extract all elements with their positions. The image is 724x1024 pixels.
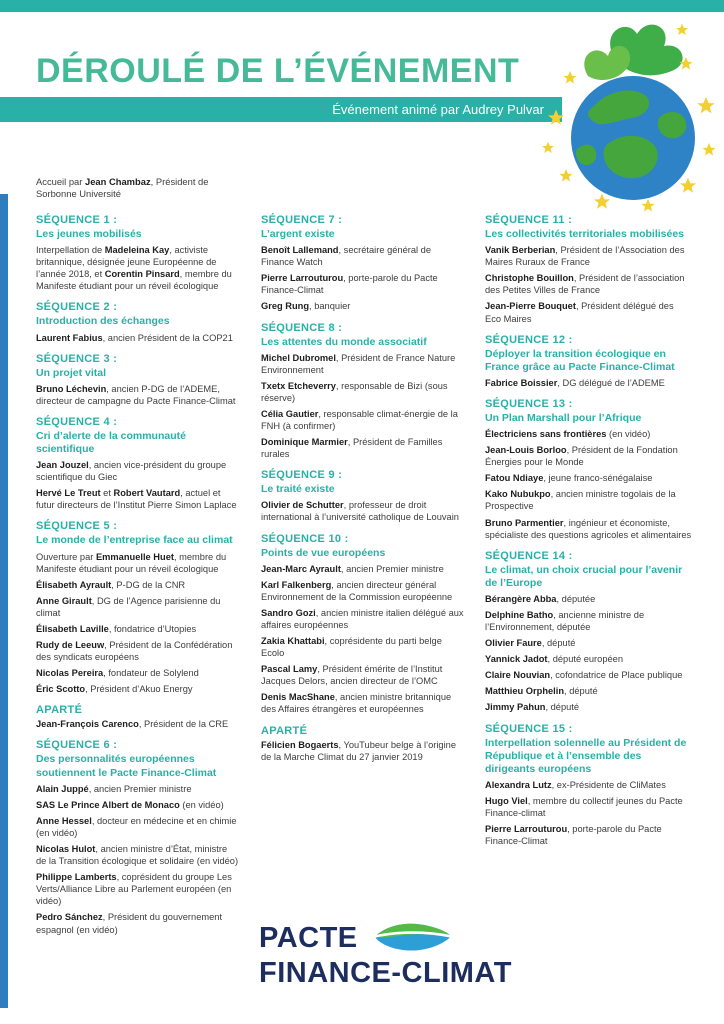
logo-text-finance-climat: FINANCE-CLIMAT (259, 957, 512, 989)
program-entry: Alain Juppé, ancien Premier ministre (36, 783, 192, 794)
program-entry: Michel Dubromel, Président de France Nature Environnement (261, 352, 456, 375)
program-entry: Zakia Khattabi, coprésidente du parti belge Ecolo (261, 636, 442, 659)
sequence-block (485, 214, 692, 325)
program-entry: Alexandra Lutz, ex-Présidente de CliMates (485, 779, 666, 790)
program-entry: Hervé Le Treut et Robert Vautard, actuel et futur directeurs de l’Institut Pierre Simon Laplace (36, 488, 237, 511)
program-entry: Nicolas Hulot, ancien ministre d’État, ministre de la Transition écologique et solidaire (en vidéo) (36, 844, 239, 867)
logo-text-pacte: PACTE (259, 922, 358, 955)
sequence-label: SÉQUENCE 7 : (261, 214, 343, 226)
sequence-block (36, 739, 240, 935)
top-teal-strip (0, 0, 724, 12)
program-entry: Olivier Faure, député (485, 638, 576, 649)
program-entry: Vanik Berberian, Président de l’Association des Maires Ruraux de France (485, 245, 685, 268)
program-entry: Jimmy Pahun, député (485, 702, 580, 713)
program-entry: Pierre Larrouturou, porte-parole du Pacte Finance-Climat (261, 273, 438, 296)
program-entry: Greg Rung, banquier (261, 301, 351, 312)
sequence-block (36, 214, 240, 292)
sequence-block (36, 353, 240, 407)
sequence-block (485, 334, 692, 389)
program-entry: Bruno Parmentier, ingénieur et économiste, spécialiste des questions agricoles et alimentaires (485, 517, 692, 540)
sequence-label: SÉQUENCE 10 : (261, 532, 349, 545)
sequence-label: SÉQUENCE 11 : (485, 214, 573, 226)
subtitle-bar (0, 97, 562, 122)
sequence-block (485, 723, 692, 848)
sequence-title: Les jeunes mobilisés (36, 228, 142, 240)
logo-leaf-eye-icon (371, 920, 455, 958)
program-entry: Élisabeth Laville, fondatrice d’Utopies (36, 624, 197, 634)
sequence-label: SÉQUENCE 14 : (485, 549, 573, 562)
sequence-block (485, 550, 692, 714)
sequence-label: SÉQUENCE 3 : (36, 352, 118, 365)
sequence-label: SÉQUENCE 12 : (485, 333, 573, 346)
program-entry: Célia Gautier, responsable climat-énergie de la FNH (à confirmer) (261, 408, 458, 432)
sequence-label: SÉQUENCE 9 : (261, 469, 343, 482)
program-entry: Pascal Lamy, Président émérite de l’Institut Jacques Delors, ancien directeur de l’OMC (261, 664, 443, 687)
sequence-block (261, 322, 464, 461)
intro-text: Accueil par Jean Chambaz, Président de Sorbonne Université (36, 176, 209, 200)
sequence-title: Les collectivités territoriales mobilisées (485, 228, 685, 240)
sequence-label: SÉQUENCE 15 : (485, 722, 573, 735)
sequence-title: Le monde de l’entreprise face au climat (36, 534, 233, 547)
program-entry: Interpellation de Madeleina Kay, activiste britannique, désignée jeune Européenne de l’année 2018, et Corentin Pinsard, membre du Manifeste étudiant pour un réveil écologique (36, 245, 232, 292)
column-2 (261, 214, 464, 772)
sequence-title: Cri d’alerte de la communauté scientifique (36, 429, 186, 456)
program-entry: Olivier de Schutter, professeur de droit international à l’université catholique de Louvain (261, 500, 459, 523)
program-entry: Éric Scotto, Président d’Akuo Energy (36, 684, 193, 695)
program-entry: SAS Le Prince Albert de Monaco (en vidéo) (36, 799, 224, 810)
program-entry: Jean Jouzel, ancien vice-président du groupe scientifique du Giec (36, 460, 227, 483)
program-entry: Pierre Larrouturou, porte-parole du Pacte Finance-Climat (485, 824, 662, 847)
sequence-label: SÉQUENCE 5 : (36, 520, 118, 533)
earth-stars-graphic (534, 12, 722, 214)
program-entry: Nicolas Pereira, fondateur de Solylend (36, 668, 199, 679)
column-1 (36, 214, 240, 945)
program-entry: Électriciens sans frontières (en vidéo) (485, 429, 651, 440)
program-entry: Anne Girault, DG de l’Agence parisienne du climat (36, 595, 221, 618)
program-entry: Matthieu Orphelin, député (485, 686, 598, 697)
sequence-label: SÉQUENCE 2 : (36, 301, 118, 314)
left-blue-strip (0, 194, 8, 1008)
program-entry: Jean-Marc Ayrault, ancien Premier ministre (261, 563, 444, 574)
sequence-block (485, 398, 692, 541)
program-entry: Philippe Lamberts, coprésident du groupe Les Verts/Alliance Libre au Parlement européen (en vidéo) (36, 872, 232, 907)
program-entry: Denis MacShane, ancien ministre britannique des Affaires étrangères et européennes (261, 692, 452, 715)
program-entry: Delphine Batho, ancienne ministre de l’Environnement, députée (485, 610, 645, 633)
program-entry: Yannick Jadot, député européen (485, 654, 624, 665)
program-entry: Claire Nouvian, cofondatrice de Place publique (485, 670, 683, 681)
aparte-block (36, 704, 240, 730)
program-entry: Rudy de Leeuw, Président de la Confédération des syndicats européens (36, 640, 233, 663)
sequence-block (261, 214, 464, 313)
program-entry: Sandro Gozi, ancien ministre italien délégué aux affaires européennes (261, 607, 464, 630)
sequence-block (36, 301, 240, 343)
program-entry: Kako Nubukpo, ancien ministre togolais de la Prospective (485, 489, 676, 512)
sequence-block (36, 416, 240, 512)
program-entry: Jean-François Carenco, Président de la CRE (36, 719, 229, 730)
program-entry: Anne Hessel, docteur en médecine et en chimie (en vidéo) (36, 815, 237, 838)
program-entry: Txetx Etcheverry, responsable de Bizi (sous réserve) (261, 380, 448, 403)
sequence-title: Le climat, un choix crucial pour l’avenir de l’Europe (485, 563, 683, 589)
sequence-label: SÉQUENCE 6 : (36, 739, 118, 752)
program-entry: Bruno Léchevin, ancien P-DG de l’ADEME, directeur de campagne du Pacte Finance-Climat (36, 383, 236, 406)
sequence-title: Points de vue européens (261, 546, 386, 559)
program-entry: Karl Falkenberg, ancien directeur général Environnement de la Commission européenne (261, 579, 453, 602)
program-entry: Laurent Fabius, ancien Président de la COP21 (36, 332, 233, 343)
subtitle-text: Événement animé par Audrey Pulvar (332, 102, 544, 117)
pacte-finance-climat-logo (259, 920, 512, 990)
program-entry: Jean-Louis Borloo, Président de la Fondation Énergies pour le Monde (485, 445, 678, 468)
sequence-label: APARTÉ (36, 704, 83, 717)
program-entry: Élisabeth Ayrault, P-DG de la CNR (36, 579, 186, 590)
page-title: DÉROULÉ DE L’ÉVÉNEMENT (36, 52, 520, 90)
program-entry: Dominique Marmier, Président de Familles rurales (261, 437, 443, 460)
leaf-icon (584, 46, 630, 80)
sequence-title: Le traité existe (261, 483, 335, 496)
program-columns (36, 214, 692, 945)
sequence-title: Introduction des échanges (36, 315, 170, 328)
column-3 (485, 214, 692, 856)
program-entry: Fabrice Boissier, DG délégué de l’ADEME (485, 377, 665, 388)
program-entry: Benoît Lallemand, secrétaire général de Finance Watch (261, 245, 432, 268)
program-entry: Bérangère Abba, députée (485, 593, 596, 604)
sequence-label: SÉQUENCE 1 : (36, 214, 118, 226)
sequence-label: SÉQUENCE 13 : (485, 397, 573, 410)
program-entry: Jean-Pierre Bouquet, Président délégué des Eco Maires (485, 301, 674, 324)
sequence-title: Des personnalités européennes soutiennent le Pacte Finance-Climat (36, 753, 217, 779)
sequence-label: APARTÉ (261, 724, 308, 737)
sequence-title: Un projet vital (36, 366, 107, 379)
program-entry: Fatou Ndiaye, jeune franco-sénégalaise (485, 473, 653, 484)
program-entry: Ouverture par Emmanuelle Huet, membre du Manifeste étudiant pour un réveil écologique (36, 551, 227, 574)
sequence-title: Déployer la transition écologique en France grâce au Pacte Finance-Climat (485, 347, 675, 373)
sequence-block (261, 469, 464, 523)
sequence-title: Les attentes du monde associatif (261, 335, 427, 348)
sequence-title: Interpellation solennelle au Président de République et à l’ensemble des dirigeants européens (485, 736, 687, 775)
sequence-label: SÉQUENCE 4 : (36, 415, 118, 428)
sequence-block (36, 520, 240, 695)
program-entry: Félicien Bogaerts, YouTubeur belge à l’origine de la Marche Climat du 27 janvier 2019 (261, 739, 457, 762)
earth-illustration (534, 12, 722, 214)
aparte-block (261, 725, 464, 763)
sequence-title: L’argent existe (261, 228, 335, 240)
program-entry: Hugo Viel, membre du collectif jeunes du Pacte Finance-climat (485, 796, 683, 819)
program-entry: Christophe Bouillon, Président de l’association des Petites Villes de France (485, 273, 685, 296)
sequence-title: Un Plan Marshall pour l’Afrique (485, 411, 642, 424)
sequence-block (261, 533, 464, 716)
program-entry: Pedro Sánchez, Président du gouvernement espagnol (en vidéo) (36, 912, 223, 935)
sequence-label: SÉQUENCE 8 : (261, 321, 343, 334)
